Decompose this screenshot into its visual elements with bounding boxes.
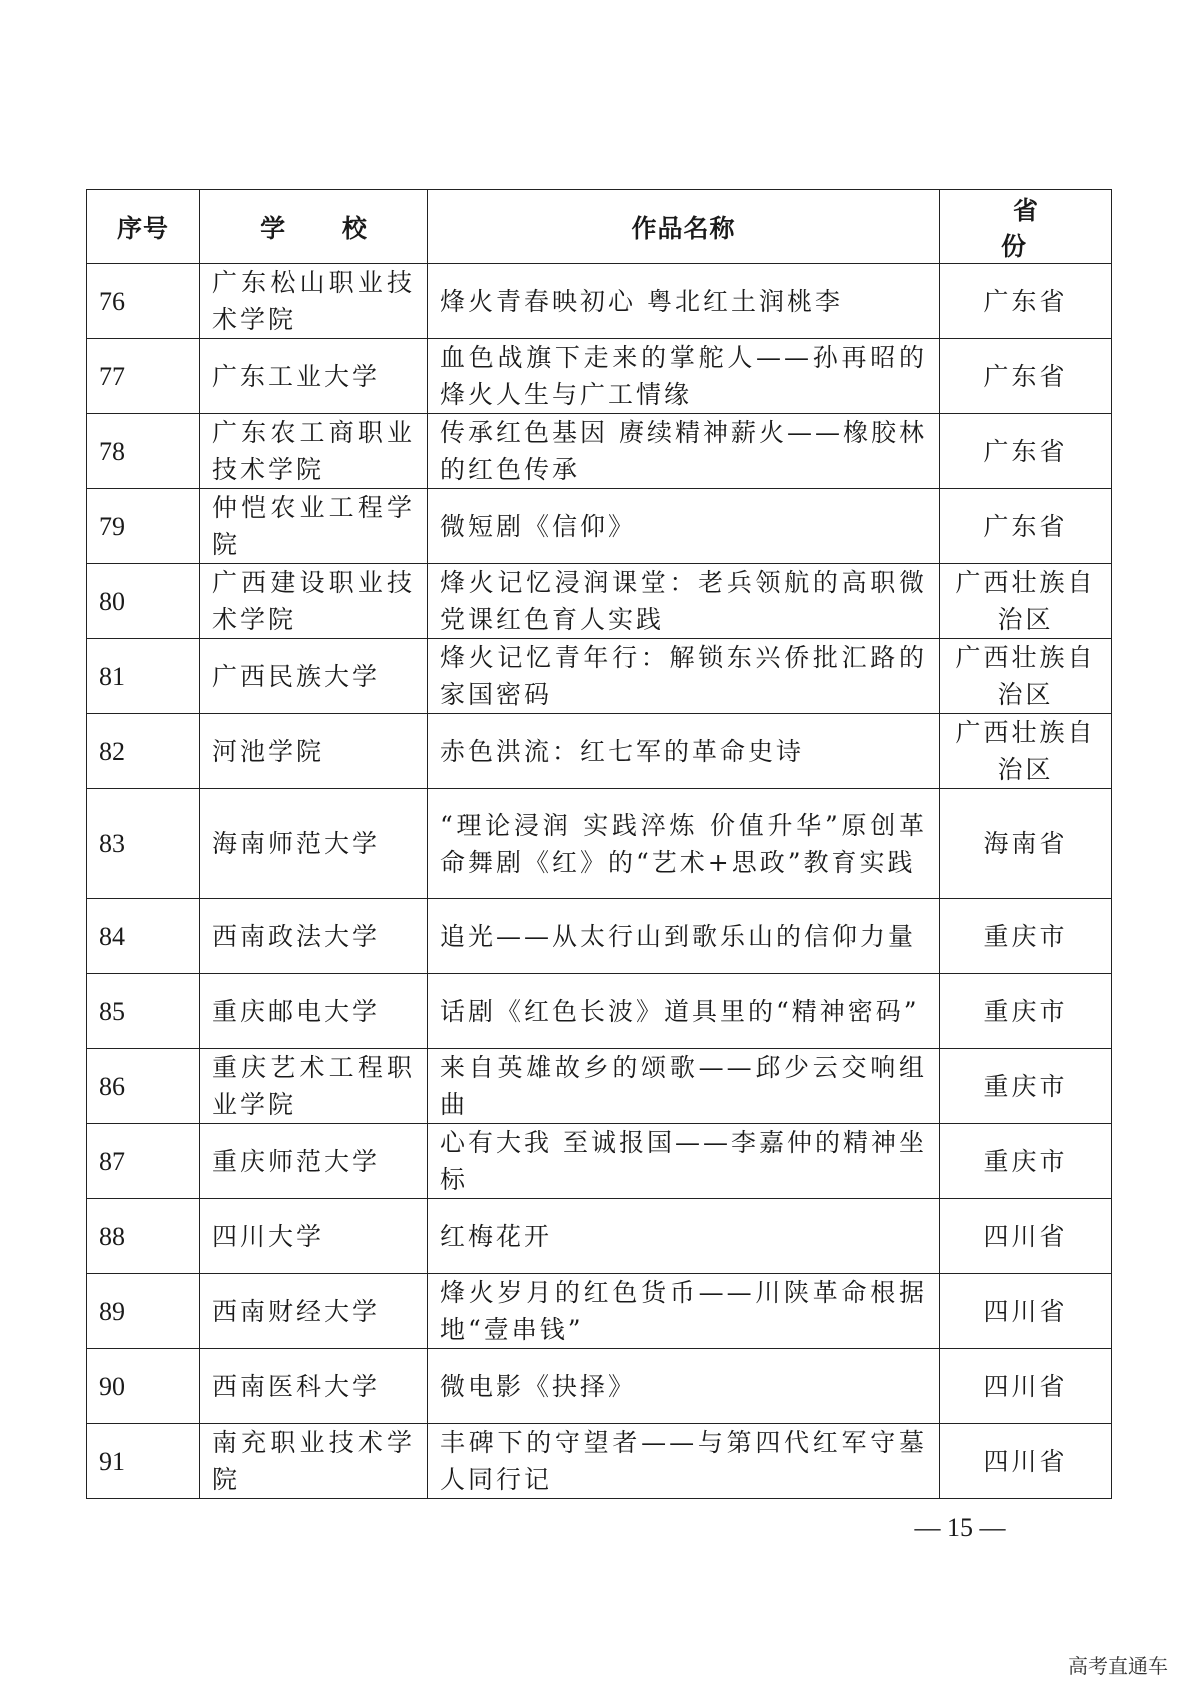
table-row	[87, 264, 1112, 339]
row-num: 88	[87, 1199, 200, 1274]
row-work: 话剧《红色长波》道具里的“精神密码”	[428, 974, 940, 1049]
row-work: 红梅花开	[428, 1199, 940, 1274]
header-work: 作品名称	[428, 190, 940, 264]
row-school: 西南政法大学	[200, 899, 428, 974]
row-school: 广东工业大学	[200, 339, 428, 414]
row-school: 海南师范大学	[200, 789, 428, 899]
row-work: 传承红色基因 赓续精神薪火——橡胶林的红色传承	[428, 414, 940, 489]
award-list-table	[86, 189, 1112, 1499]
row-province: 广东省	[940, 414, 1112, 489]
row-work: 微电影《抉择》	[428, 1349, 940, 1424]
row-num: 81	[87, 639, 200, 714]
row-province: 四川省	[940, 1424, 1112, 1499]
row-work: 赤色洪流：红七军的革命史诗	[428, 714, 940, 789]
row-num: 84	[87, 899, 200, 974]
row-num: 83	[87, 789, 200, 899]
page-number: — 15 —	[914, 1513, 1006, 1542]
row-province: 广西壮族自治区	[940, 564, 1112, 639]
row-province: 海南省	[940, 789, 1112, 899]
row-work: “理论浸润 实践淬炼 价值升华”原创革命舞剧《红》的“艺术+思政”教育实践	[428, 789, 940, 899]
table-row	[87, 339, 1112, 414]
row-province: 四川省	[940, 1274, 1112, 1349]
row-school: 重庆邮电大学	[200, 974, 428, 1049]
row-school: 广西民族大学	[200, 639, 428, 714]
row-school: 南充职业技术学院	[200, 1424, 428, 1499]
table-row	[87, 899, 1112, 974]
row-school: 广西建设职业技术学院	[200, 564, 428, 639]
row-province: 重庆市	[940, 1049, 1112, 1124]
table-row	[87, 1349, 1112, 1424]
table-row	[87, 1124, 1112, 1199]
table-row	[87, 974, 1112, 1049]
row-school: 广东农工商职业技术学院	[200, 414, 428, 489]
row-province: 广西壮族自治区	[940, 639, 1112, 714]
row-num: 91	[87, 1424, 200, 1499]
row-num: 80	[87, 564, 200, 639]
table-row	[87, 1274, 1112, 1349]
row-work: 丰碑下的守望者——与第四代红军守墓人同行记	[428, 1424, 940, 1499]
row-school: 重庆艺术工程职业学院	[200, 1049, 428, 1124]
row-num: 79	[87, 489, 200, 564]
row-num: 82	[87, 714, 200, 789]
table-row	[87, 564, 1112, 639]
row-school: 仲恺农业工程学院	[200, 489, 428, 564]
table-row	[87, 1049, 1112, 1124]
row-num: 90	[87, 1349, 200, 1424]
row-province: 重庆市	[940, 1124, 1112, 1199]
table-row	[87, 489, 1112, 564]
row-num: 86	[87, 1049, 200, 1124]
row-num: 78	[87, 414, 200, 489]
table-row	[87, 714, 1112, 789]
row-num: 76	[87, 264, 200, 339]
header-province: 省 份	[940, 190, 1112, 264]
row-school: 西南财经大学	[200, 1274, 428, 1349]
row-province: 重庆市	[940, 899, 1112, 974]
row-work: 烽火岁月的红色货币——川陕革命根据地“壹串钱”	[428, 1274, 940, 1349]
row-work: 烽火记忆浸润课堂：老兵领航的高职微党课红色育人实践	[428, 564, 940, 639]
row-work: 烽火青春映初心 粤北红土润桃李	[428, 264, 940, 339]
table-row	[87, 1424, 1112, 1499]
row-num: 77	[87, 339, 200, 414]
header-school: 学 校	[200, 190, 428, 264]
row-school: 广东松山职业技术学院	[200, 264, 428, 339]
row-work: 烽火记忆青年行：解锁东兴侨批汇路的家国密码	[428, 639, 940, 714]
row-num: 89	[87, 1274, 200, 1349]
row-work: 微短剧《信仰》	[428, 489, 940, 564]
row-school: 四川大学	[200, 1199, 428, 1274]
row-work: 血色战旗下走来的掌舵人——孙再昭的烽火人生与广工情缘	[428, 339, 940, 414]
row-school: 河池学院	[200, 714, 428, 789]
table-header-row	[87, 190, 1112, 264]
table-row	[87, 414, 1112, 489]
row-work: 心有大我 至诚报国——李嘉仲的精神坐标	[428, 1124, 940, 1199]
table-row	[87, 639, 1112, 714]
table-row	[87, 789, 1112, 899]
row-work: 来自英雄故乡的颂歌——邱少云交响组曲	[428, 1049, 940, 1124]
row-num: 85	[87, 974, 200, 1049]
row-province: 四川省	[940, 1199, 1112, 1274]
row-province: 四川省	[940, 1349, 1112, 1424]
row-work: 追光——从太行山到歌乐山的信仰力量	[428, 899, 940, 974]
row-province: 广东省	[940, 339, 1112, 414]
row-province: 广西壮族自治区	[940, 714, 1112, 789]
row-province: 广东省	[940, 489, 1112, 564]
row-province: 重庆市	[940, 974, 1112, 1049]
row-school: 西南医科大学	[200, 1349, 428, 1424]
row-province: 广东省	[940, 264, 1112, 339]
header-num: 序号	[87, 190, 200, 264]
table-row	[87, 1199, 1112, 1274]
row-school: 重庆师范大学	[200, 1124, 428, 1199]
row-num: 87	[87, 1124, 200, 1199]
watermark-text: 高考直通车	[1068, 1654, 1168, 1678]
